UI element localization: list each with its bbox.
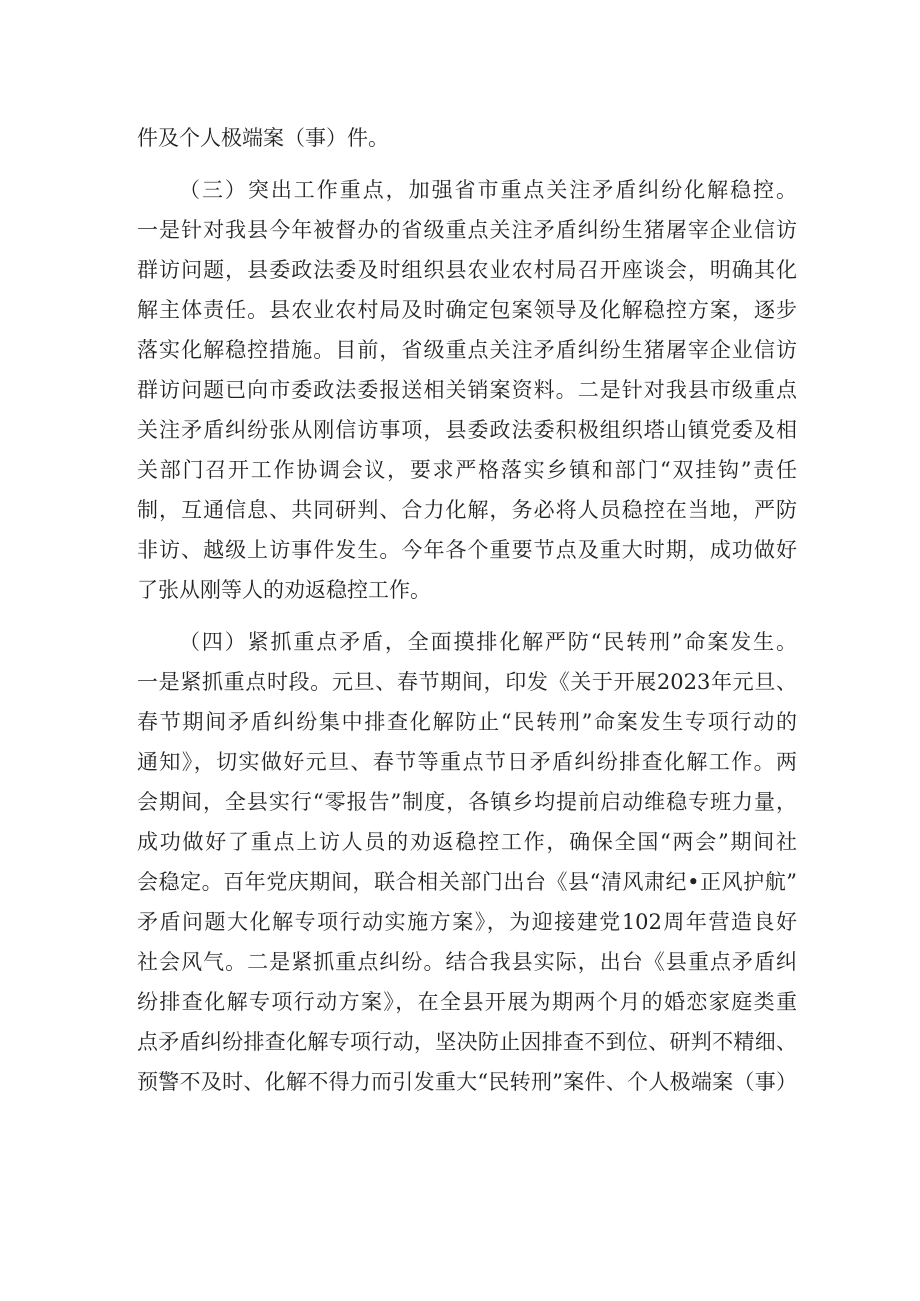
text-line: 群访问题已向市委政法委报送相关销案资料。二是针对我县市级重点	[137, 378, 797, 402]
paragraph-gap	[137, 610, 797, 622]
text-line: 非访、越级上访事件发生。今年各个重要节点及重大时期，成功做好	[137, 538, 797, 562]
paragraph-gap	[137, 158, 797, 170]
text-line: 制，互通信息、共同研判、合力化解，务必将人员稳控在当地，严防	[137, 498, 797, 522]
text-line: 关部门召开工作协调会议，要求严格落实乡镇和部门“双挂钩”责任	[137, 458, 797, 482]
text-line: 预警不及时、化解不得力而引发重大“民转刑”案件、个人极端案（事）	[137, 1070, 797, 1094]
text-line: 点矛盾纠纷排查化解专项行动，坚决防止因排查不到位、研判不精细、	[137, 1030, 797, 1054]
text-line: 一是紧抓重点时段。元旦、春节期间，印发《关于开展2023年元旦、	[137, 670, 797, 694]
text-line: 会期间，全县实行“零报告”制度，各镇乡均提前启动维稳专班力量，	[137, 790, 797, 814]
document-body	[137, 118, 797, 1102]
text-line: 件及个人极端案（事）件。	[137, 126, 389, 150]
paragraph-heading-line: （三）突出工作重点，加强省市重点关注矛盾纠纷化解稳控。	[179, 178, 797, 202]
text-line: 通知》，切实做好元旦、春节等重点节日矛盾纠纷排查化解工作。两	[137, 750, 797, 774]
text-line: 了张从刚等人的劝返稳控工作。	[137, 578, 431, 602]
text-line: 社会风气。二是紧抓重点纠纷。结合我县实际，出台《县重点矛盾纠	[137, 950, 797, 974]
text-line: 成功做好了重点上访人员的劝返稳控工作，确保全国“两会”期间社	[137, 830, 797, 854]
text-line: 一是针对我县今年被督办的省级重点关注矛盾纠纷生猪屠宰企业信访	[137, 218, 797, 242]
text-line: 春节期间矛盾纠纷集中排查化解防止“民转刑”命案发生专项行动的	[137, 710, 797, 734]
text-line: 纷排查化解专项行动方案》，在全县开展为期两个月的婚恋家庭类重	[137, 990, 797, 1014]
text-line: 落实化解稳控措施。目前，省级重点关注矛盾纠纷生猪屠宰企业信访	[137, 338, 797, 362]
text-line: 矛盾问题大化解专项行动实施方案》，为迎接建党102周年营造良好	[137, 910, 797, 934]
text-line: 关注矛盾纠纷张从刚信访事项，县委政法委积极组织塔山镇党委及相	[137, 418, 797, 442]
text-line: 会稳定。百年党庆期间，联合相关部门出台《县“清风肃纪•正风护航”	[137, 870, 797, 894]
text-line: 群访问题，县委政法委及时组织县农业农村局召开座谈会，明确其化	[137, 258, 797, 282]
paragraph-heading-line: （四）紧抓重点矛盾，全面摸排化解严防“民转刑”命案发生。	[179, 630, 797, 654]
text-line: 解主体责任。县农业农村局及时确定包案领导及化解稳控方案，逐步	[137, 298, 797, 322]
